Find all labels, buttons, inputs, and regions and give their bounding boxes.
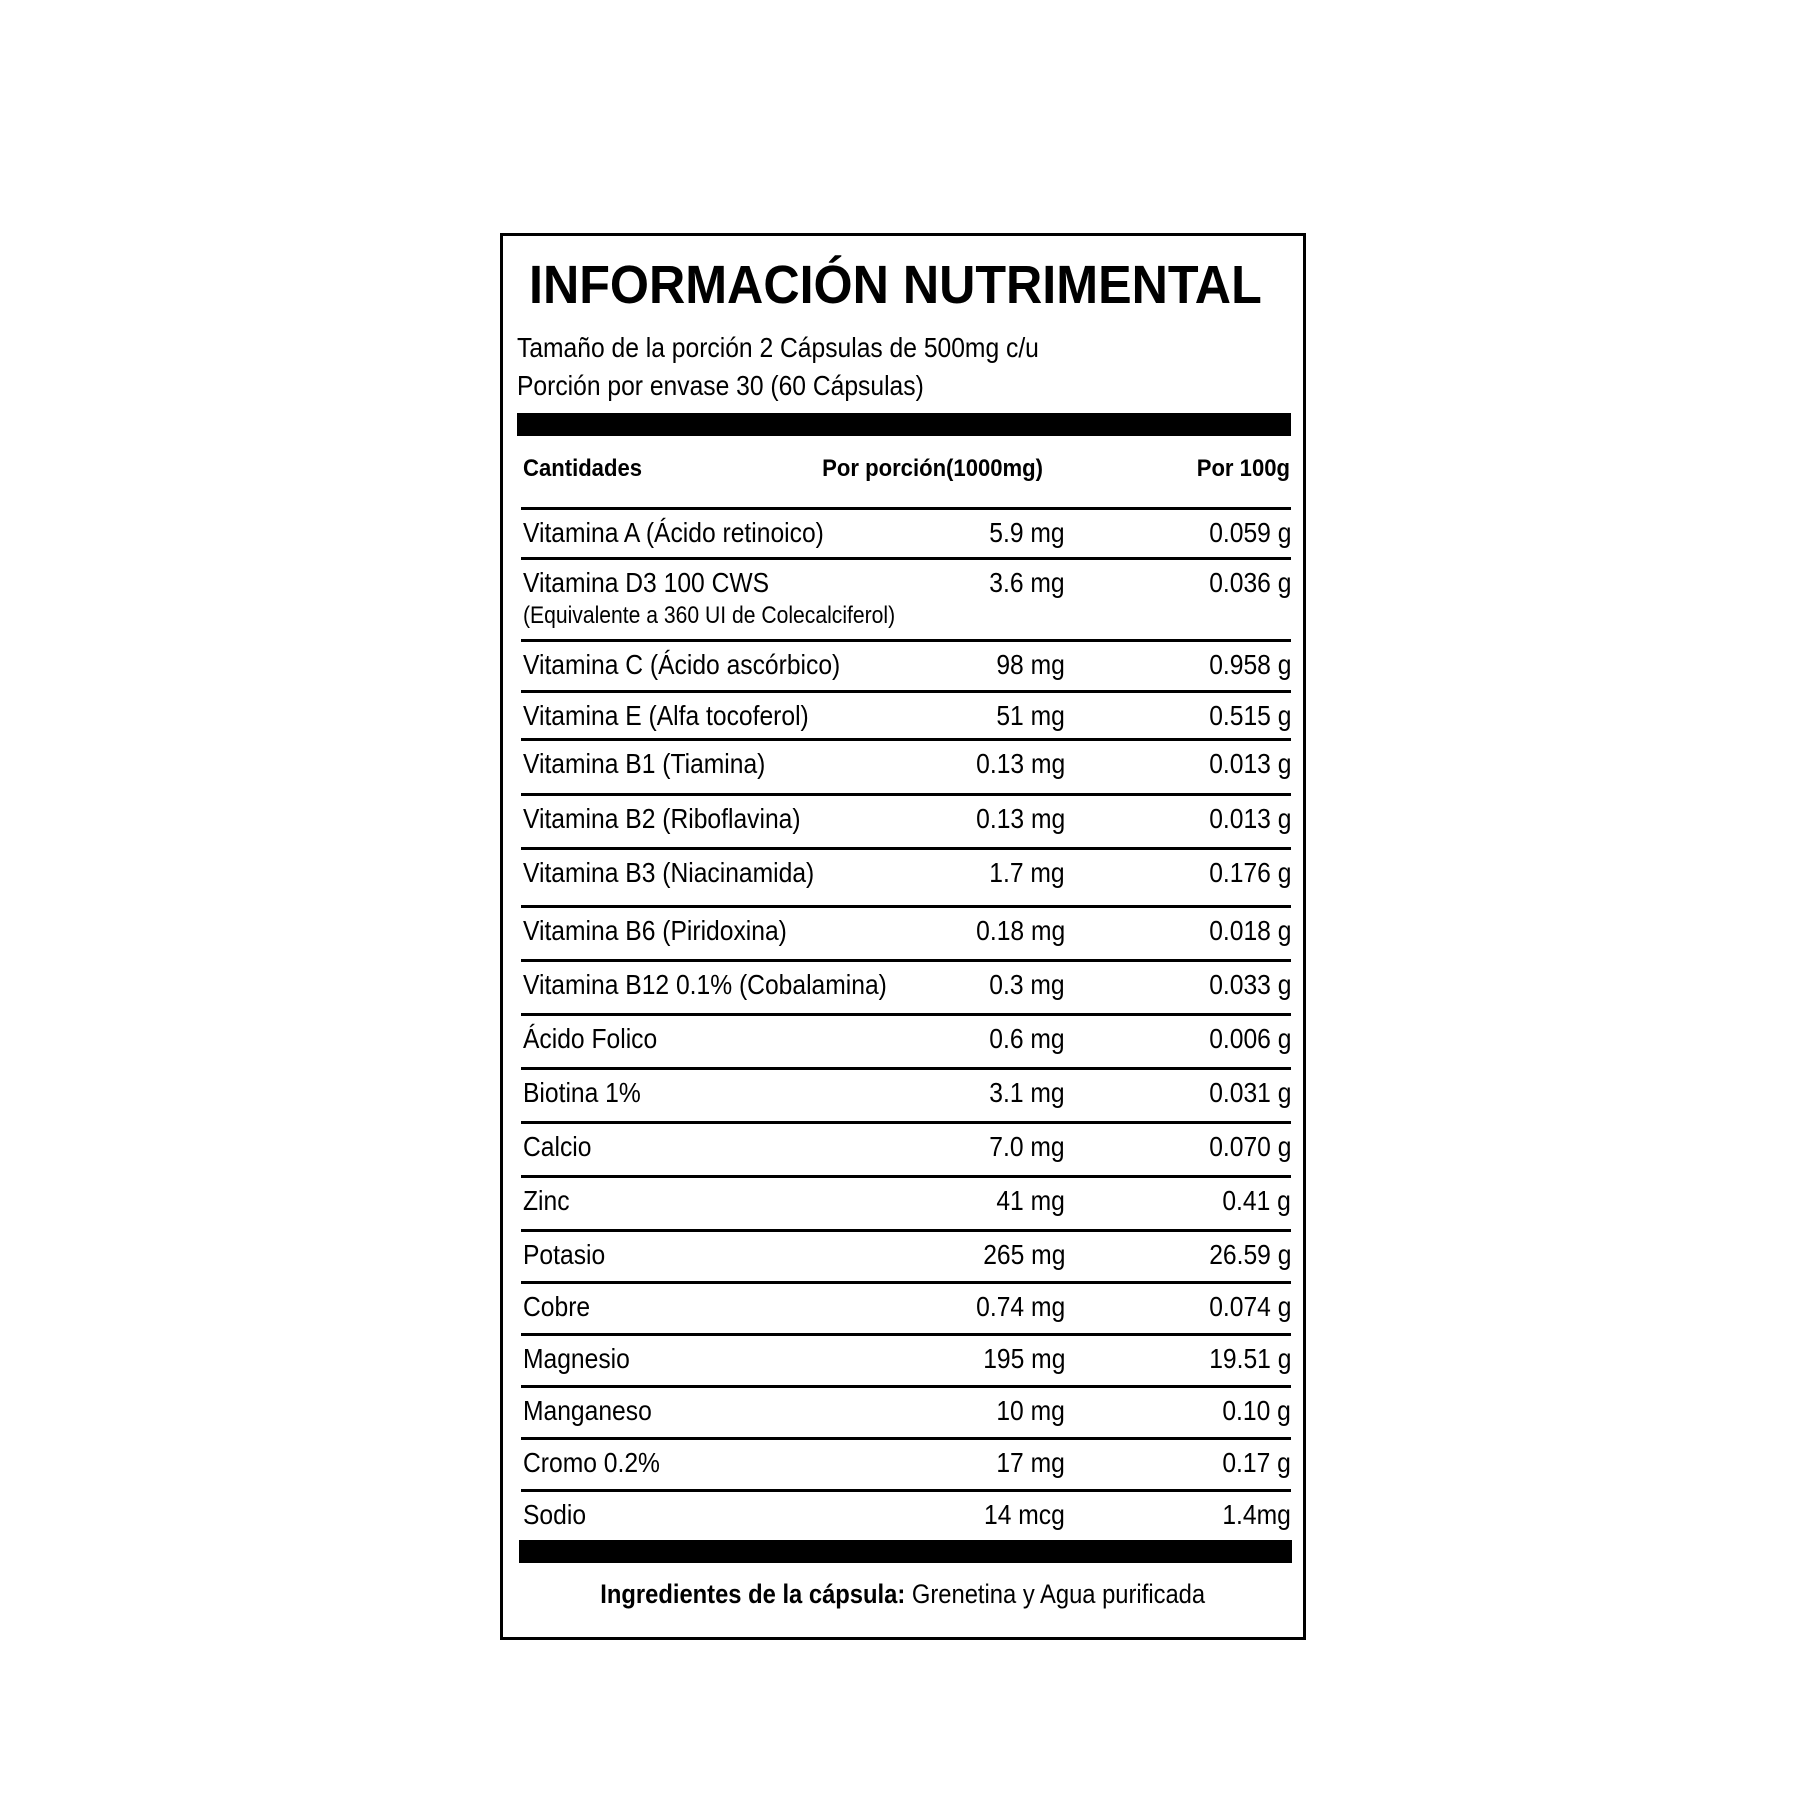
table-row — [521, 1121, 1291, 1175]
header-per-serving: Por porción(1000mg) — [822, 455, 1043, 482]
per-serving-value: 0.13 mg — [975, 748, 1065, 779]
nutrient-name: Vitamina E (Alfa tocoferol) — [523, 700, 809, 731]
table-row — [521, 1175, 1291, 1229]
per-100g-value: 0.515 g — [1208, 700, 1291, 731]
table-row — [521, 639, 1291, 690]
per-serving-value: 41 mg — [996, 1185, 1065, 1216]
per-100g-value: 0.958 g — [1208, 649, 1291, 680]
table-row — [521, 959, 1291, 1013]
table-row — [521, 1013, 1291, 1067]
table-row — [521, 905, 1291, 959]
per-serving-value: 0.6 mg — [989, 1023, 1065, 1054]
serving-size: Tamaño de la porción 2 Cápsulas de 500mg c/u — [517, 332, 1039, 363]
table-row — [521, 738, 1291, 793]
table-row — [521, 1281, 1291, 1333]
per-100g-value: 0.059 g — [1208, 517, 1291, 548]
per-100g-value: 19.51 g — [1208, 1343, 1291, 1374]
nutrient-name: Zinc — [523, 1185, 570, 1216]
nutrient-name: Potasio — [523, 1239, 606, 1270]
ingredients-label: Ingredientes de la cápsula: — [600, 1579, 906, 1609]
per-serving-value: 195 mg — [982, 1343, 1065, 1374]
nutrient-name: Vitamina B2 (Riboflavina) — [523, 803, 801, 834]
table-row — [521, 1489, 1291, 1537]
per-100g-value: 0.018 g — [1208, 915, 1291, 946]
nutrient-name: Cobre — [523, 1291, 591, 1322]
per-100g-value: 0.176 g — [1208, 857, 1291, 888]
per-serving-value: 98 mg — [996, 649, 1065, 680]
table-row — [521, 793, 1291, 847]
nutrient-name: Calcio — [523, 1131, 592, 1162]
nutrient-name: Magnesio — [523, 1343, 630, 1374]
table-row — [521, 1229, 1291, 1281]
nutrient-name: Ácido Folico — [523, 1023, 658, 1054]
per-serving-value: 10 mg — [996, 1395, 1065, 1426]
per-100g-value: 0.074 g — [1208, 1291, 1291, 1322]
per-serving-value: 3.6 mg — [989, 567, 1065, 598]
ingredients-line — [503, 1581, 1303, 1608]
per-100g-value: 0.41 g — [1222, 1185, 1291, 1216]
per-serving-value: 0.74 mg — [975, 1291, 1065, 1322]
per-serving-value: 1.7 mg — [989, 857, 1065, 888]
header-quantities: Cantidades — [523, 455, 643, 482]
per-100g-value: 26.59 g — [1208, 1239, 1291, 1270]
header-per-100g: Por 100g — [1196, 455, 1290, 482]
nutrient-name: Manganeso — [523, 1395, 652, 1426]
table-row — [521, 690, 1291, 738]
table-row — [521, 557, 1291, 639]
servings-per-container: Porción por envase 30 (60 Cápsulas) — [517, 370, 924, 401]
ingredients-value: Grenetina y Agua purificada — [912, 1579, 1206, 1609]
nutrient-note: (Equivalente a 360 UI de Colecalciferol) — [523, 602, 896, 629]
nutrient-name: Vitamina B6 (Piridoxina) — [523, 915, 787, 946]
table-row — [521, 507, 1291, 557]
table-row — [521, 847, 1291, 905]
per-100g-value: 0.033 g — [1208, 969, 1291, 1000]
per-serving-value: 3.1 mg — [989, 1077, 1065, 1108]
nutrient-name: Cromo 0.2% — [523, 1447, 660, 1478]
per-100g-value: 0.013 g — [1208, 748, 1291, 779]
nutrient-name: Vitamina B3 (Niacinamida) — [523, 857, 815, 888]
per-100g-value: 0.036 g — [1208, 567, 1291, 598]
per-100g-value: 0.10 g — [1222, 1395, 1291, 1426]
per-100g-value: 0.031 g — [1208, 1077, 1291, 1108]
nutrient-name: Vitamina A (Ácido retinoico) — [523, 517, 824, 548]
nutrient-name: Sodio — [523, 1499, 587, 1530]
per-serving-value: 0.18 mg — [975, 915, 1065, 946]
nutrient-name: Vitamina C (Ácido ascórbico) — [523, 649, 841, 680]
nutrient-name: Biotina 1% — [523, 1077, 641, 1108]
table-row — [521, 1385, 1291, 1437]
per-serving-value: 0.13 mg — [975, 803, 1065, 834]
per-serving-value: 14 mcg — [984, 1499, 1065, 1530]
nutrient-name: Vitamina D3 100 CWS — [523, 567, 770, 598]
table-row — [521, 1437, 1291, 1489]
bottom-divider-bar — [519, 1540, 1292, 1563]
table-row — [521, 1333, 1291, 1385]
per-100g-value: 1.4mg — [1222, 1499, 1291, 1530]
nutrient-table — [521, 507, 1291, 1537]
per-serving-value: 5.9 mg — [989, 517, 1065, 548]
per-100g-value: 0.006 g — [1208, 1023, 1291, 1054]
nutrition-facts-panel — [500, 233, 1306, 1640]
nutrient-name: Vitamina B1 (Tiamina) — [523, 748, 766, 779]
table-row — [521, 1067, 1291, 1121]
per-100g-value: 0.17 g — [1222, 1447, 1291, 1478]
per-100g-value: 0.013 g — [1208, 803, 1291, 834]
per-serving-value: 51 mg — [996, 700, 1065, 731]
per-serving-value: 17 mg — [996, 1447, 1065, 1478]
per-serving-value: 0.3 mg — [989, 969, 1065, 1000]
per-serving-value: 265 mg — [982, 1239, 1065, 1270]
panel-title: INFORMACIÓN NUTRIMENTAL — [529, 255, 1262, 315]
per-serving-value: 7.0 mg — [989, 1131, 1065, 1162]
nutrient-name: Vitamina B12 0.1% (Cobalamina) — [523, 969, 887, 1000]
top-divider-bar — [517, 413, 1291, 436]
per-100g-value: 0.070 g — [1208, 1131, 1291, 1162]
